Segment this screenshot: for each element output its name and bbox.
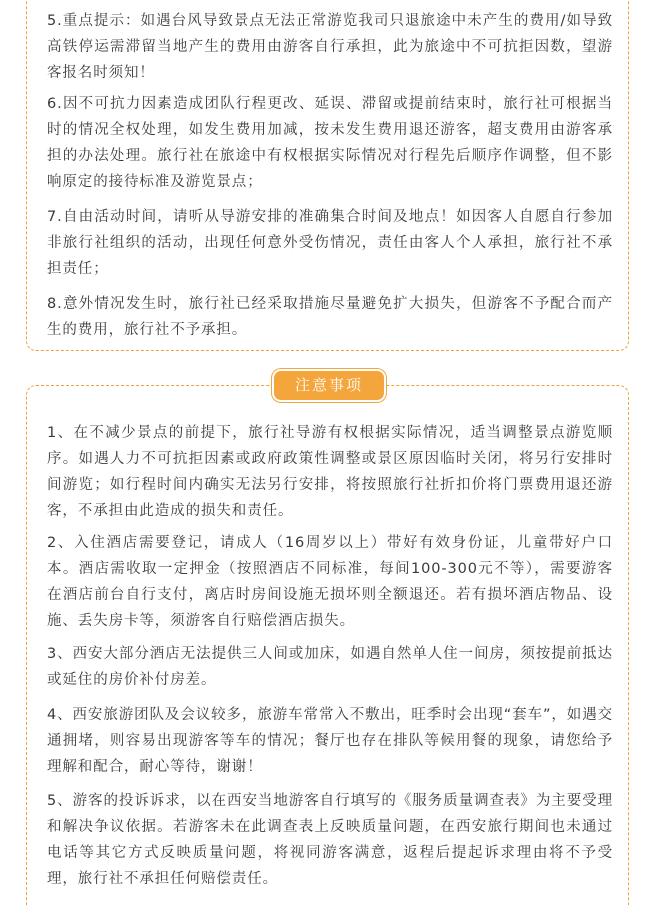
term-item-6: 6.因不可抗力因素造成团队行程更改、延误、滞留或提前结束时，旅行社可根据当时的情况全权处理，如发生费用加减，按未发生费用退还游客，超支费用由游客承担的办法处理。旅行社在旅途中有权根据实际情况对行程先后顺序作调整，但不影响原定的接待标准及游览景点；: [47, 96, 613, 190]
notice-item-1: 1、在不减少景点的前提下，旅行社导游有权根据实际情况，适当调整景点游览顺序。如遇人力不可抗拒因素或政府政策性调整或景区原因临时关闭，将另行安排时间游览；如行程时间内确实无法另行安排，将按照旅行社折扣价将门票费用退还游客，不承担由此造成的损失和责任。: [47, 425, 613, 519]
notice-item-4: 4、西安旅游团队及会议较多，旅游车常常入不敷出，旺季时会出现“套车”，如遇交通拥堵，则容易出现游客等车的情况；餐厅也存在排队等候用餐的现象，请您给予理解和配合，耐心等待，谢谢！: [47, 707, 613, 775]
term-item-5: 5.重点提示：如遇台风导致景点无法正常游览我司只退旅途中未产生的费用/如导致高铁停运需滞留当地产生的费用由游客自行承担，此为旅途中不可抗拒因数，望游客报名时须知！: [47, 13, 613, 81]
notice-item-3: 3、西安大部分酒店无法提供三人间或加床，如遇自然单人住一间房，须按提前抵达或延住的房价补付房差。: [47, 646, 613, 688]
notice-card: [26, 385, 629, 905]
term-item-7: 7.自由活动时间，请听从导游安排的准确集合时间及地点！如因客人自愿自行参加非旅行社组织的活动，出现任何意外受伤情况，责任由客人个人承担，旅行社不承担责任；: [47, 209, 613, 277]
notice-title-tag: 注意事项: [274, 371, 384, 400]
term-item-8: 8.意外情况发生时，旅行社已经采取措施尽量避免扩大损失，但游客不予配合而产生的费用，旅行社不予承担。: [47, 296, 613, 338]
notice-item-5: 5、游客的投诉诉求，以在西安当地游客自行填写的《服务质量调查表》为主要受理和解决争议依据。若游客未在此调查表上反映质量问题，在西安旅行期间也未通过电话等其它方式反映质量问题，将视同游客满意，返程后提起诉求理由将不予受理，旅行社不承担任何赔偿责任。: [47, 793, 613, 887]
terms-card: [26, 0, 629, 351]
notice-item-2: 2、入住酒店需要登记，请成人（16周岁以上）带好有效身份证，儿童带好户口本。酒店需收取一定押金（按照酒店不同标准，每间100-300元不等），需要游客在酒店前台自行支付，离店时房间设施无损坏则全额退还。若有损坏酒店物品、设施、丢失房卡等，须游客自行赔偿酒店损失。: [47, 535, 613, 629]
